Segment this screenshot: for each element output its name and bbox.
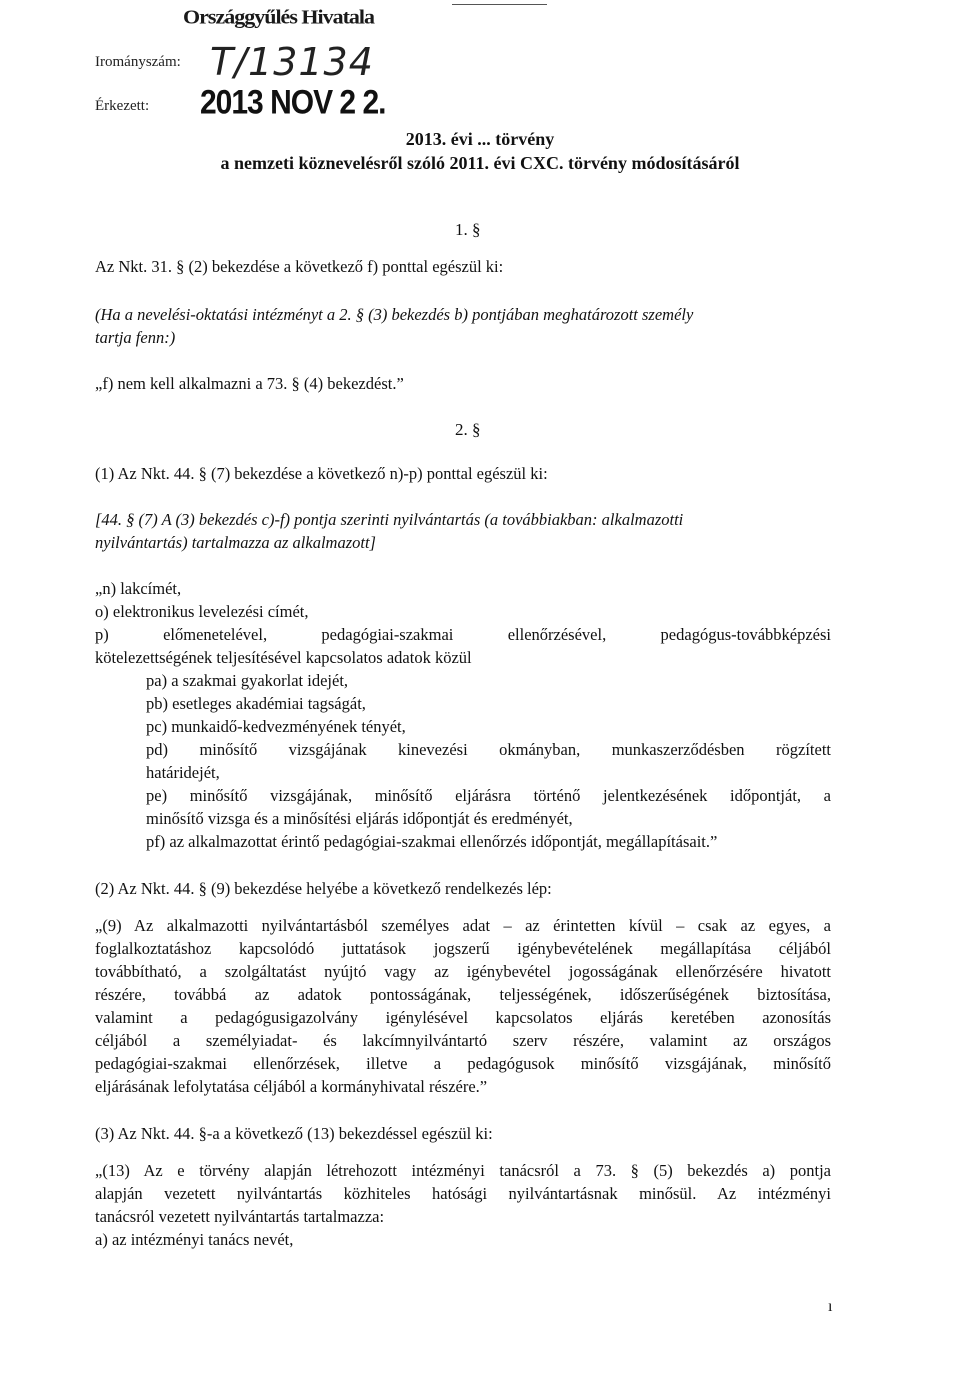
s2-para3-intro: (3) Az Nkt. 44. §-a a következő (13) bekezdéssel egészül ki: [95, 1124, 493, 1143]
para9-line: részére, továbbá az adatok pontosságának, teljességének, időszerűségének biztosítása, [95, 985, 831, 1004]
item-pe-line2: minősítő vizsga és a minősítési eljárás időpontját és eredményét, [146, 809, 573, 828]
s2-context-line1: [44. § (7) A (3) bekezdés c)-f) pontja szerinti nyilvántartás (a továbbiakban: alkalmazotti [95, 510, 684, 529]
para9-line: eljárásának lefolytatása céljából a kormányhivatal részére.” [95, 1077, 488, 1096]
s1-scope-line2: tartja fenn:) [95, 328, 176, 347]
item-o: o) elektronikus levelezési címét, [95, 602, 309, 621]
item-pa: pa) a szakmai gyakorlat idejét, [146, 671, 349, 690]
para9-line: foglalkoztatáshoz kapcsolódó juttatások jogszerű igénybevételének megállapítása céljából [95, 939, 831, 958]
s1-scope-line1: (Ha a nevelési-oktatási intézményt a 2. § (3) bekezdés b) pontjában meghatározott személy [95, 305, 694, 324]
para9-line: pedagógiai-szakmai ellenőrzések, illetve a pedagógusok minősítő vizsgájának, minősítő [95, 1054, 831, 1073]
received-date: 2013 NOV 2 2. [200, 83, 386, 122]
section-2-mark: 2. § [455, 420, 481, 439]
para13-line: „(13) Az e törvény alapján létrehozott intézményi tanácsról a 73. § (5) bekezdés a) pontja [95, 1161, 831, 1180]
para9-line: továbbítható, a szolgáltatást nyújtó vagy az igénybevétel jogosságának ellenőrzésére hivatott [95, 962, 831, 981]
registration-number: T/13134 [210, 40, 374, 84]
item-pe-line1: pe) minősítő vizsgájának, minősítő eljárásra történő jelentkezésének időpontját, a [146, 786, 831, 805]
section-1-mark: 1. § [455, 220, 481, 239]
s1-point-f: „f) nem kell alkalmazni a 73. § (4) bekezdést.” [95, 374, 404, 393]
law-subtitle: a nemzeti köznevelésről szóló 2011. évi CXC. törvény módosításáról [220, 153, 740, 173]
para13-item-a: a) az intézményi tanács nevét, [95, 1230, 294, 1249]
page-corner-mark: ı [828, 1298, 833, 1315]
s2-context-line2: nyilvántartás) tartalmazza az alkalmazott] [95, 533, 376, 552]
s2-para2-intro: (2) Az Nkt. 44. § (9) bekezdése helyébe a következő rendelkezés lép: [95, 879, 552, 898]
s2-intro: (1) Az Nkt. 44. § (7) bekezdése a következő n)-p) ponttal egészül ki: [95, 464, 548, 483]
para13-line: alapján vezetett nyilvántartás közhiteles hatósági nyilvántartásnak minősül. Az intézményi [95, 1184, 831, 1203]
s1-intro: Az Nkt. 31. § (2) bekezdése a következő f) ponttal egészül ki: [95, 257, 504, 276]
item-pd-line1: pd) minősítő vizsgájának kinevezési okmányban, munkaszerződésben rögzített [146, 740, 831, 759]
item-p-line2: kötelezettségének teljesítésével kapcsolatos adatok közül [95, 648, 472, 667]
para9-line: céljából a személyiadat- és lakcímnyilvántartó szerv részére, valamint az országos [95, 1031, 831, 1050]
para13-line: tanácsról vezetett nyilvántartás tartalmazza: [95, 1207, 385, 1226]
item-p-line1: p) előmenetelével, pedagógiai-szakmai ellenőrzésével, pedagógus-továbbképzési [95, 625, 831, 644]
item-pb: pb) esetleges akadémiai tagságát, [146, 694, 366, 713]
para9-line: valamint a pedagógusigazolvány igénylésével kapcsolatos eljárás keretében azonosítás [95, 1008, 831, 1027]
item-n: „n) lakcímét, [95, 579, 182, 598]
item-pf: pf) az alkalmazottat érintő pedagógiai-szakmai ellenőrzés időpontját, megállapításait.” [146, 832, 718, 851]
received-label: Érkezett: [95, 98, 150, 114]
item-pc: pc) munkaidő-kedvezményének tényét, [146, 717, 406, 736]
law-title: 2013. évi ... törvény [405, 129, 555, 149]
stamp-divider [452, 4, 547, 5]
item-pd-line2: határidejét, [146, 763, 220, 782]
parliament-office-stamp: Országgyűlés Hivatala [183, 5, 375, 28]
para9-line: „(9) Az alkalmazotti nyilvántartásból személyes adat – az érintetten kívül – csak az egyes, a [95, 916, 831, 935]
registration-label: Irományszám: [95, 54, 181, 70]
